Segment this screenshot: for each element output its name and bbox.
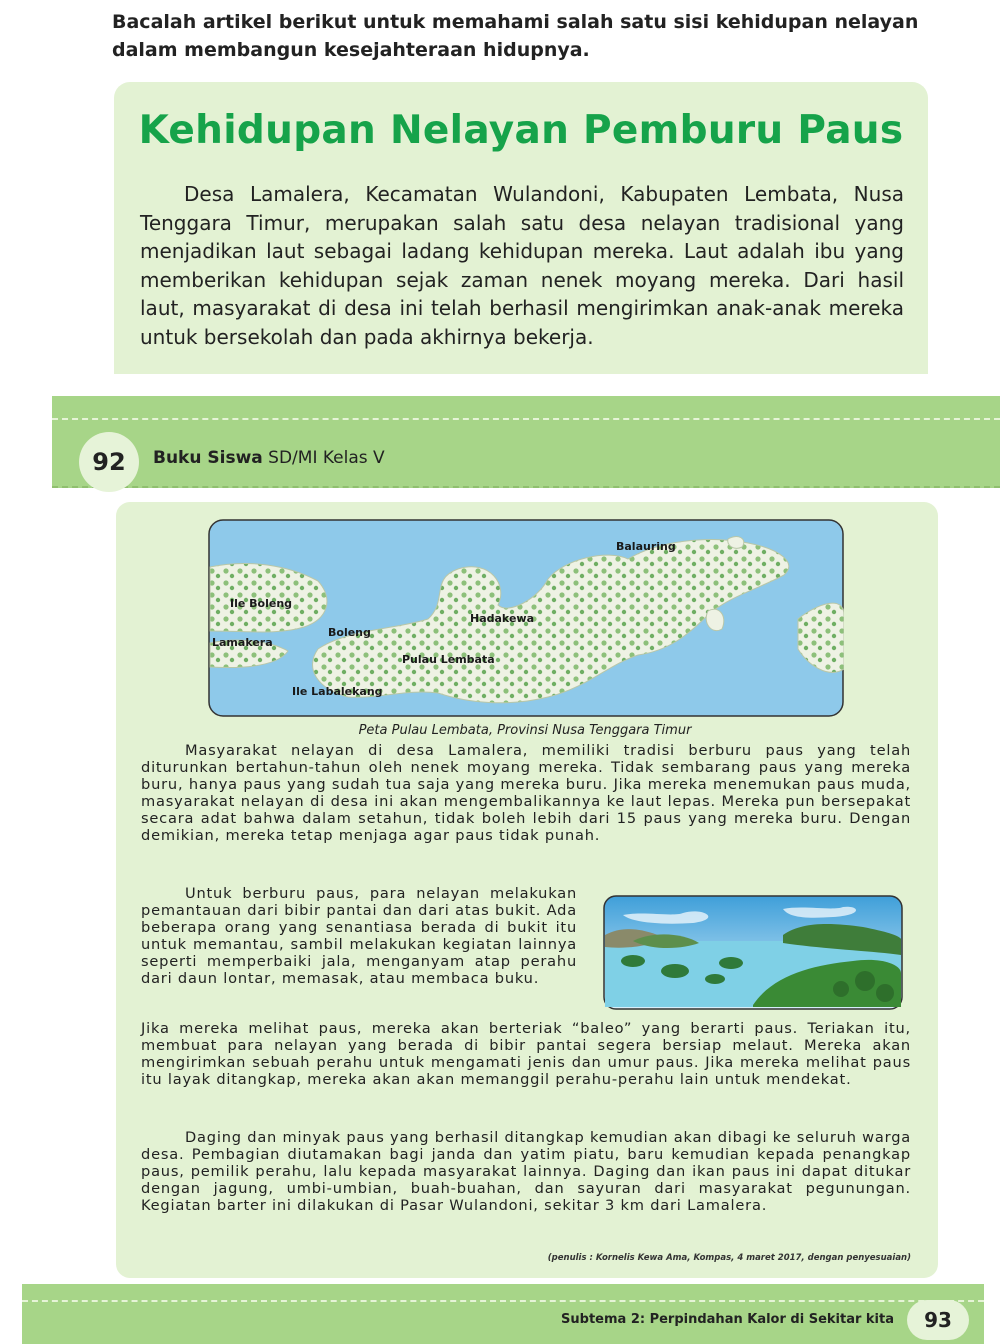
bay-illustration-icon <box>603 895 903 1010</box>
map-label-pulau-lembata: Pulau Lembata <box>402 653 495 666</box>
bay-picture <box>603 895 903 1010</box>
title-panel <box>114 82 928 374</box>
article-title: Kehidupan Nelayan Pemburu Paus <box>138 108 904 153</box>
book-label-rest: SD/MI Kelas V <box>262 448 385 468</box>
dashed-line <box>22 1300 984 1302</box>
map-label-lamakera: Lamakera <box>212 636 273 649</box>
article-credit: (penulis : Kornelis Kewa Ama, Kompas, 4 maret 2017, dengan penyesuaian) <box>547 1253 911 1263</box>
map-island-icon <box>208 519 844 717</box>
paragraph-1: Masyarakat nelayan di desa Lamalera, memiliki tradisi berburu paus yang telah diturunkan bertahun-tahun oleh nenek moyang mereka. Tidak sembarang paus yang mereka buru, hanya paus yang sudah tua saja yang mereka buru. Jika mereka menemukan paus muda, masyarakat nelayan di desa ini akan mengembalikannya ke laut lepas. Mereka pun bersepakat secara adat bahwa dalam setahun, tidak boleh lebih dari 15 paus yang mereka buru. Dengan demikian, mereka tetap menjaga agar paus tidak punah. <box>141 742 911 844</box>
dashed-line <box>52 486 1000 488</box>
map-caption: Peta Pulau Lembata, Provinsi Nusa Tenggara Timur <box>358 723 692 738</box>
paragraph-2a: Untuk berburu paus, para nelayan melakukan pemantauan dari bibir pantai dan dari atas bukit. Ada beberapa orang yang senantiasa berada di bukit itu untuk memantau, sambil melakukan kegiatan lainnya seperti memperbaiki jala, menganyam atap perahu dari daun lontar, memasak, atau membaca buku. <box>141 885 577 987</box>
footer-band-left <box>52 396 1000 488</box>
paragraph-2b: Jika mereka melihat paus, mereka akan berteriak “baleo” yang berarti paus. Teriakan itu, membuat para nelayan yang berada di bibir pantai segera bersiap melaut. Mereka akan mengirimkan sebuah perahu untuk mengamati jenis dan umur paus. Jika mereka melihat paus itu layak ditangkap, mereka akan akan memanggil perahu-perahu lain untuk mendekat. <box>141 1020 911 1088</box>
map-label-hadakewa: Hadakewa <box>470 612 534 625</box>
lead-paragraph: Desa Lamalera, Kecamatan Wulandoni, Kabupaten Lembata, Nusa Tenggara Timur, merupakan salah satu desa nelayan tradisional yang menjadikan laut sebagai ladang kehidupan mereka. Laut adalah ibu yang memberikan kehidupan sejak zaman nenek moyang mereka. Dari hasil laut, masyarakat di desa ini telah berhasil mengirimkan anak-anak mereka untuk bersekolah dan pada akhirnya bekerja. <box>140 182 904 349</box>
map-label-ile-labalekang: Ile Labalekang <box>292 685 383 698</box>
page-number-left: 92 <box>79 432 139 492</box>
map-label-balauring: Balauring <box>616 540 676 553</box>
dashed-line <box>52 418 1000 420</box>
book-label <box>153 448 385 468</box>
map-label-boleng: Boleng <box>328 626 371 639</box>
page-number-right: 93 <box>907 1300 969 1340</box>
map-label-ile-boleng: Ile Boleng <box>230 597 293 610</box>
subtema-label: Subtema 2: Perpindahan Kalor di Sekitar kita <box>561 1312 894 1327</box>
lembata-map <box>208 519 844 717</box>
book-label-bold: Buku Siswa <box>153 448 263 468</box>
paragraph-3: Daging dan minyak paus yang berhasil ditangkap kemudian akan dibagi ke seluruh warga desa. Pembagian diutamakan bagi janda dan yatim piatu, baru kemudian kepada penangkap paus, pemilik perahu, lalu kepada masyarakat lainnya. Daging dan ikan paus ini dapat ditukar dengan jagung, umbi-umbian, buah-buahan, dan sayuran dari masyarakat pegunungan. Kegiatan barter ini dilakukan di Pasar Wulandoni, sekitar 3 km dari Lamalera. <box>141 1129 912 1214</box>
intro-text: Bacalah artikel berikut untuk memahami salah satu sisi kehidupan nelayan dalam membangun kesejahteraan hidupnya. <box>112 11 919 61</box>
